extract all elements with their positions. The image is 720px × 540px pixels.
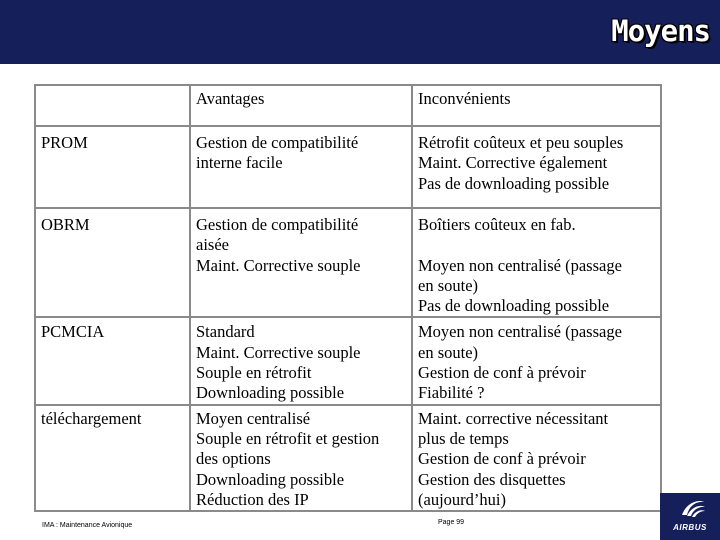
advantage-line: Maint. Corrective souple [196,255,361,275]
advantage-line: interne facile [196,153,283,173]
advantage-line: Réduction des IP [196,489,309,509]
header-cell-inconvenients: Inconvénients [412,85,661,126]
airbus-logo [660,493,720,540]
drawbacks-cell [412,126,661,208]
header-row [35,85,661,126]
page-number: Page 99 [438,519,465,526]
table-row-prom [35,126,661,208]
drawback-line: Fiabilité ? [418,383,485,403]
table-row-obrm [35,208,661,317]
advantage-line: Gestion de compatibilité [196,133,359,152]
title-bar [0,0,720,64]
advantages-cell [190,405,412,511]
advantage-line: Souple en rétrofit et gestion [196,428,380,448]
advantages-cell [190,317,412,404]
drawback-line: Pas de downloading possible [418,173,610,193]
advantage-line: Downloading possible [196,383,345,403]
advantages-cell [190,126,412,208]
drawback-line: Gestion de conf à prévoir [418,363,586,383]
logo-wordmark: AIRBUS [673,523,707,532]
advantage-line: Gestion de compatibilité [196,215,359,234]
drawback-line: en soute) [418,275,479,295]
advantage-line: Maint. Corrective souple [196,342,361,362]
advantage-line: Downloading possible [196,469,345,489]
row-label: OBRM [35,208,190,317]
table-row-telechargement [35,405,661,511]
footer-course-label: IMA : Maintenance Avionique [42,522,133,529]
drawback-line: Maint. corrective nécessitant [418,408,609,428]
advantage-line: des options [196,449,271,469]
advantage-line: Souple en rétrofit [196,363,312,383]
row-label: téléchargement [35,405,190,511]
drawback-line: Moyen non centralisé (passage [418,322,622,342]
drawback-line: plus de temps [418,428,509,448]
drawbacks-cell [412,208,661,317]
drawback-line: Gestion de conf à prévoir [418,449,586,469]
drawback-line: Gestion des disquettes [418,469,566,489]
table-row-pcmcia [35,317,661,404]
advantage-line: Moyen centralisé [196,408,311,428]
header-cell-avantages: Avantages [190,85,412,126]
slide-title: Moyens [611,14,710,48]
drawback-line: (aujourd’hui) [418,489,506,509]
advantage-line: aisée [196,235,229,255]
advantages-cell [190,208,412,317]
comparison-table [34,84,662,512]
drawback-line: en soute) [418,342,479,362]
drawbacks-cell [412,405,661,511]
drawback-line: Maint. Corrective également [418,153,608,173]
drawback-line: Rétrofit coûteux et peu souples [418,133,624,152]
row-label: PROM [35,126,190,208]
drawback-line: Pas de downloading possible [418,296,610,316]
drawback-line: Moyen non centralisé (passage [418,255,622,275]
drawback-line: Boîtiers coûteux en fab. [418,215,576,234]
drawback-line [418,235,655,255]
drawbacks-cell [412,317,661,404]
row-label: PCMCIA [35,317,190,404]
airbus-swirl-icon [660,493,720,523]
header-cell-empty [35,85,190,126]
advantage-line: Standard [196,322,255,342]
